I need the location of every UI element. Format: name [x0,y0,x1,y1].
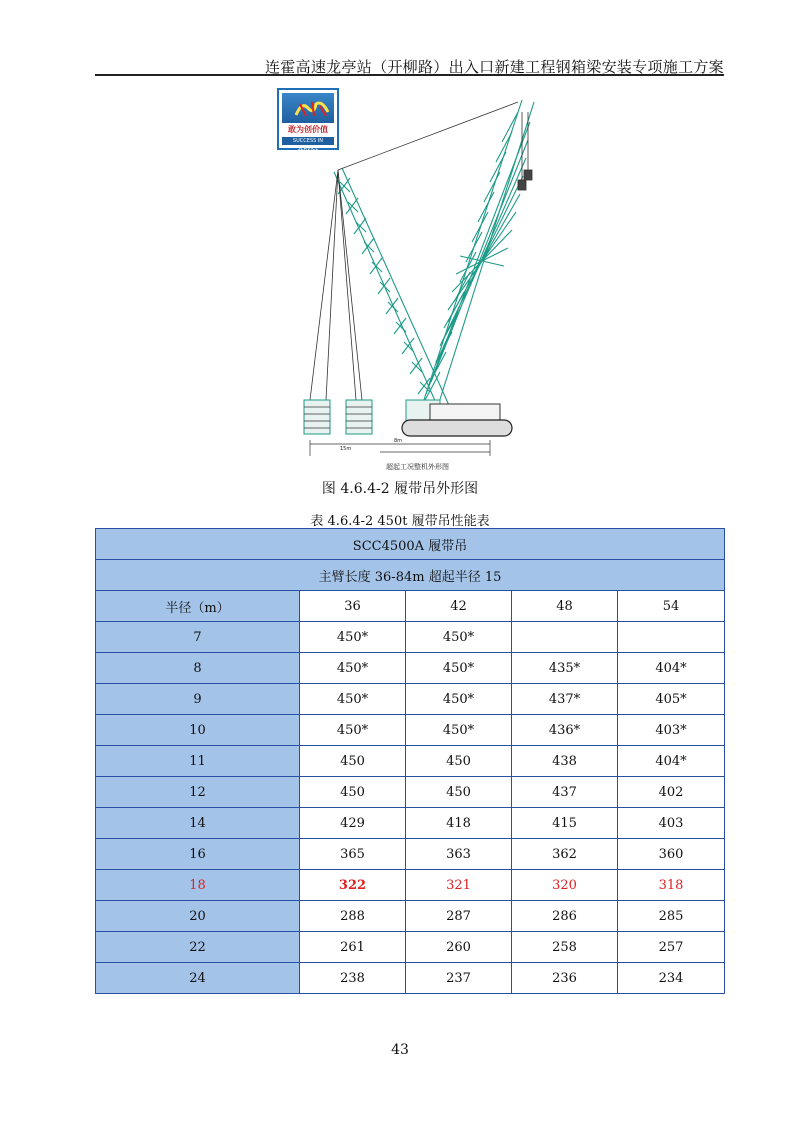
capacity-cell: 234 [618,963,725,994]
capacity-cell: 258 [512,932,618,963]
radius-header-cell: 半径（m） [96,591,300,622]
radius-cell: 10 [96,715,300,746]
capacity-cell: 321 [406,870,512,901]
radius-cell: 24 [96,963,300,994]
radius-cell: 14 [96,808,300,839]
capacity-cell: 450* [406,684,512,715]
capacity-cell: 286 [512,901,618,932]
capacity-cell: 260 [406,932,512,963]
crane-performance-table [95,528,725,994]
header-rule [95,74,724,76]
capacity-cell: 435* [512,653,618,684]
document-header-title: 连霍高速龙亭站（开柳路）出入口新建工程钢箱梁安装专项施工方案 [264,58,724,76]
capacity-cell: 450 [300,746,406,777]
table-model-cell: SCC4500A 履带吊 [96,529,725,560]
table-row [96,777,725,808]
page-number: 43 [391,1042,409,1058]
capacity-cell: 322 [300,870,406,901]
dimension-label-1: 8m [394,438,403,444]
capacity-cell: 257 [618,932,725,963]
capacity-cell: 450* [406,653,512,684]
capacity-cell: 365 [300,839,406,870]
table-model-row [96,529,725,560]
table-column-header-row [96,591,725,622]
capacity-cell: 287 [406,901,512,932]
capacity-cell: 403* [618,715,725,746]
capacity-cell: 402 [618,777,725,808]
figure-inner-label: 超起工况整机外形图 [386,463,449,471]
capacity-cell: 450 [406,777,512,808]
capacity-cell: 450* [300,684,406,715]
table-row [96,963,725,994]
radius-cell: 9 [96,684,300,715]
capacity-cell: 405* [618,684,725,715]
capacity-cell: 362 [512,839,618,870]
table-row [96,932,725,963]
capacity-cell: 450 [406,746,512,777]
capacity-cell: 404* [618,746,725,777]
capacity-cell [618,622,725,653]
capacity-cell: 429 [300,808,406,839]
capacity-cell: 437* [512,684,618,715]
capacity-cell: 238 [300,963,406,994]
table-row [96,870,725,901]
radius-cell: 22 [96,932,300,963]
capacity-cell: 436* [512,715,618,746]
radius-cell: 8 [96,653,300,684]
capacity-cell: 418 [406,808,512,839]
capacity-cell [512,622,618,653]
boom-length-header: 48 [512,591,618,622]
table-row [96,684,725,715]
capacity-cell: 450* [406,622,512,653]
capacity-cell: 450 [300,777,406,808]
capacity-cell: 320 [512,870,618,901]
capacity-cell: 285 [618,901,725,932]
radius-cell: 18 [96,870,300,901]
boom-length-header: 54 [618,591,725,622]
table-config-cell: 主臂长度 36-84m 超起半径 15 [96,560,725,591]
radius-cell: 16 [96,839,300,870]
table-row [96,808,725,839]
radius-cell: 7 [96,622,300,653]
table-row [96,715,725,746]
capacity-cell: 415 [512,808,618,839]
capacity-cell: 404* [618,653,725,684]
capacity-cell: 363 [406,839,512,870]
table-row [96,653,725,684]
capacity-cell: 288 [300,901,406,932]
capacity-cell: 450* [300,622,406,653]
capacity-cell: 438 [512,746,618,777]
table-config-row [96,560,725,591]
radius-cell: 20 [96,901,300,932]
capacity-cell: 318 [618,870,725,901]
dimension-label-2: 15m [340,446,352,452]
table-row [96,746,725,777]
capacity-cell: 450* [406,715,512,746]
table-row [96,901,725,932]
capacity-cell: 261 [300,932,406,963]
crawler-crane-drawing [290,82,550,474]
table-row [96,622,725,653]
figure-caption: 图 4.6.4-2 履带吊外形图 [321,481,479,497]
logo-slogan: 敢为创价值 [288,125,328,134]
table-row [96,839,725,870]
logo-english: SUCCESS IN SERVICE [282,137,334,145]
capacity-cell: 450* [300,715,406,746]
boom-length-header: 36 [300,591,406,622]
capacity-cell: 403 [618,808,725,839]
boom-length-header: 42 [406,591,512,622]
radius-cell: 11 [96,746,300,777]
capacity-cell: 360 [618,839,725,870]
capacity-cell: 450* [300,653,406,684]
capacity-cell: 236 [512,963,618,994]
capacity-cell: 237 [406,963,512,994]
table-caption: 表 4.6.4-2 450t 履带吊性能表 [310,514,490,529]
capacity-cell: 437 [512,777,618,808]
radius-cell: 12 [96,777,300,808]
